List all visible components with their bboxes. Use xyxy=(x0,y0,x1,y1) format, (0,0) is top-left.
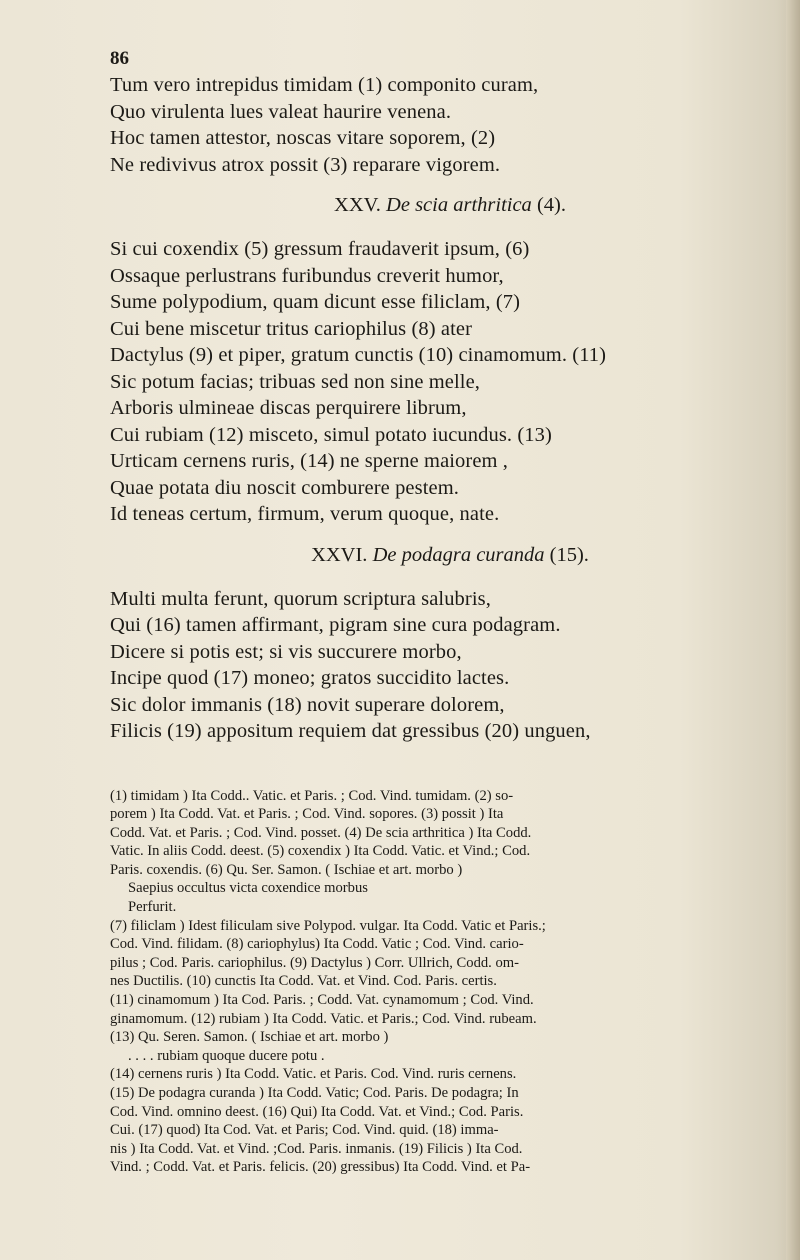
page-number: 86 xyxy=(110,48,129,69)
section-25-stanza xyxy=(110,236,790,528)
verse-line: Filicis (19) appositum requiem dat gressibus (20) unguen, xyxy=(110,720,591,742)
footnote-line: pilus ; Cod. Paris. cariophilus. (9) Dactylus ) Corr. Ullrich, Codd. om- xyxy=(110,954,519,971)
verse-line: Si cui coxendix (5) gressum fraudaverit ipsum, (6) xyxy=(110,238,530,260)
verse-line: Ne redivivus atrox possit (3) reparare vigorem. xyxy=(110,153,501,176)
section-heading-26 xyxy=(110,542,790,568)
footnotes xyxy=(110,787,790,1177)
footnote-line: (15) De podagra curanda ) Ita Codd. Vatic; Cod. Paris. De podagra; In xyxy=(110,1085,519,1101)
footnote-quote-line: Saepius occultus victa coxendice morbus xyxy=(128,880,368,897)
verse-line: Dactylus (9) et piper, gratum cunctis (10) cinamomum. (11) xyxy=(110,344,607,366)
footnote-line: (7) filiclam ) Idest filiculam sive Polypod. vulgar. Ita Codd. Vatic et Paris.; xyxy=(110,917,546,934)
verse-line: Tum vero intrepidus timidam (1) componito curam, xyxy=(110,74,539,96)
verse-line: Incipe quod (17) moneo; gratos succidito lactes. xyxy=(110,667,510,689)
section-title: De podagra curanda xyxy=(372,543,545,566)
footnote-line: porem ) Ita Codd. Vat. et Paris. ; Cod. Vind. sopores. (3) possit ) Ita xyxy=(110,806,504,823)
verse-line: Cui rubiam (12) misceto, simul potato iucundus. (13) xyxy=(110,423,552,446)
verse-line: Urticam cernens ruris, (14) ne sperne maiorem , xyxy=(110,450,509,472)
footnote-line: nes Ductilis. (10) cunctis Ita Codd. Vat. et Vind. Cod. Paris. certis. xyxy=(110,973,497,990)
footnote-line: Cod. Vind. omnino deest. (16) Qui) Ita Codd. Vat. et Vind.; Cod. Paris. xyxy=(110,1103,524,1120)
section-26-stanza xyxy=(110,586,790,745)
verse-line: Id teneas certum, firmum, verum quoque, nate. xyxy=(110,503,500,525)
footnote-line: (11) cinamomum ) Ita Cod. Paris. ; Codd. Vat. cynamomum ; Cod. Vind. xyxy=(110,992,534,1009)
verse-line: Multi multa ferunt, quorum scriptura salubris, xyxy=(110,587,491,610)
footnote-quote-line: . . . . rubiam quoque ducere potu . xyxy=(128,1047,325,1064)
footnote-quote-line: Perfurit. xyxy=(128,899,177,916)
footnote-line: Codd. Vat. et Paris. ; Cod. Vind. posset. (4) De scia arthritica ) Ita Codd. xyxy=(110,824,532,841)
footnote-line: (14) cernens ruris ) Ita Codd. Vatic. et Paris. Cod. Vind. ruris cernens. xyxy=(110,1066,517,1083)
section-number: XXVI. xyxy=(311,543,368,566)
section-title: De scia arthritica xyxy=(386,194,532,216)
verse-line: Dicere si potis est; si vis succurere morbo, xyxy=(110,640,462,663)
footnote-line: Vind. ; Codd. Vat. et Paris. felicis. (20) gressibus) Ita Codd. Vind. et Pa- xyxy=(110,1159,531,1176)
footnote-line: Paris. coxendis. (6) Qu. Ser. Samon. ( Ischiae et art. morbo ) xyxy=(110,861,463,878)
verse-line: Quae potata diu noscit comburere pestem. xyxy=(110,476,459,499)
footnote-line: (13) Qu. Seren. Samon. ( Ischiae et art. morbo ) xyxy=(110,1029,389,1046)
verse-line: Sic dolor immanis (18) novit superare dolorem, xyxy=(110,693,505,716)
section-heading-25 xyxy=(110,192,790,218)
verse-line: Sume polypodium, quam dicunt esse filiclam, (7) xyxy=(110,291,521,313)
verse-line: Hoc tamen attestor, noscas vitare soporem, (2) xyxy=(110,127,496,149)
footnote-line: Vatic. In aliis Codd. deest. (5) coxendix ) Ita Codd. Vatic. et Vind.; Cod. xyxy=(110,843,531,860)
footnote-line: ginamomum. (12) rubiam ) Ita Codd. Vatic. et Paris.; Cod. Vind. rubeam. xyxy=(110,1010,537,1027)
section-number: XXV. xyxy=(334,194,381,216)
page-content xyxy=(110,48,790,1177)
footnote-line: Cui. (17) quod) Ita Cod. Vat. et Paris; Cod. Vind. quid. (18) imma- xyxy=(110,1122,499,1139)
footnote-line: (1) timidam ) Ita Codd.. Vatic. et Paris. ; Cod. Vind. tumidam. (2) so- xyxy=(110,787,514,804)
verse-line: Arboris ulmineae discas perquirere librum, xyxy=(110,397,467,419)
verse-line: Qui (16) tamen affirmant, pigram sine cura podagram. xyxy=(110,614,561,636)
verse-line: Ossaque perlustrans furibundus creverit humor, xyxy=(110,264,504,287)
verse-line: Cui bene miscetur tritus cariophilus (8) ater xyxy=(110,317,473,340)
section-note-ref: (15). xyxy=(549,543,589,566)
verse-line: Quo virulenta lues valeat haurire venena. xyxy=(110,100,452,123)
footnote-line: Cod. Vind. filidam. (8) cariophylus) Ita Codd. Vatic ; Cod. Vind. cario- xyxy=(110,936,524,953)
verse-line: Sic potum facias; tribuas sed non sine melle, xyxy=(110,370,481,393)
intro-stanza xyxy=(110,72,790,178)
footnote-line: nis ) Ita Codd. Vat. et Vind. ;Cod. Paris. inmanis. (19) Filicis ) Ita Cod. xyxy=(110,1140,523,1157)
section-note-ref: (4). xyxy=(536,194,566,216)
